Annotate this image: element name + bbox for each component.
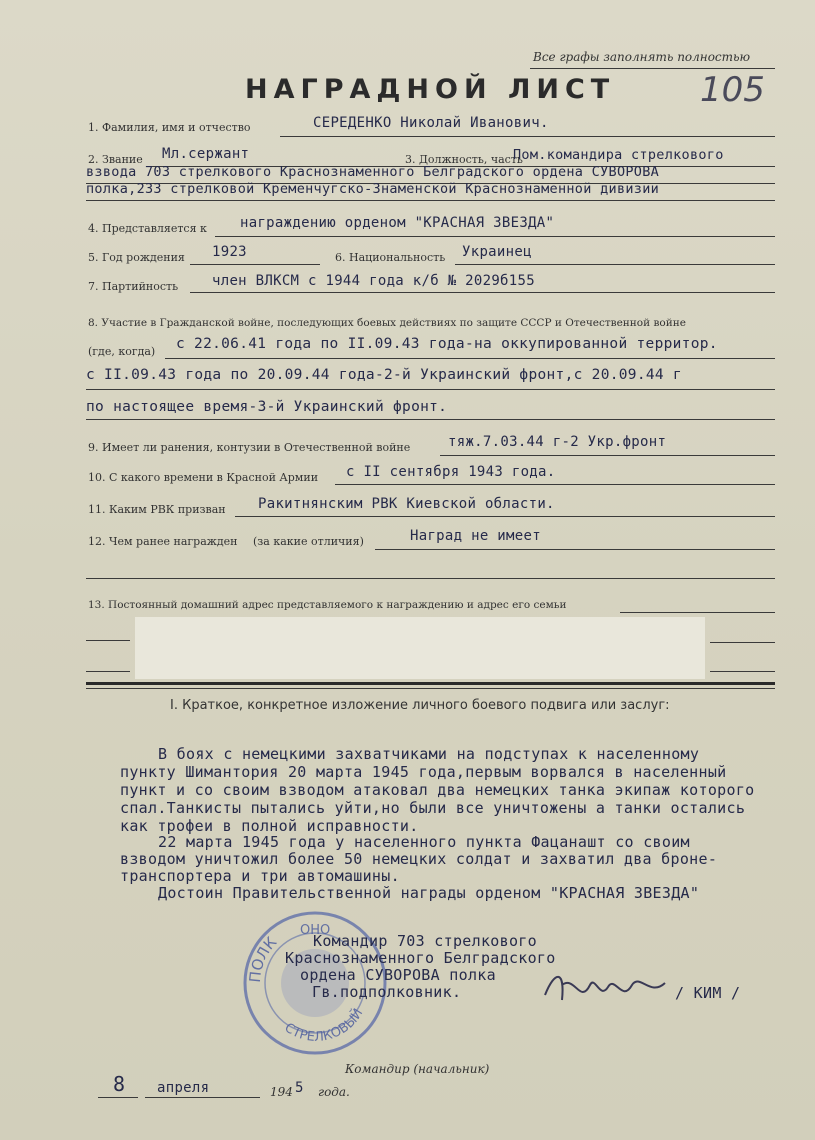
field-5-line [190,264,320,265]
stamp-text-right: СТРЕЛКОВЫЙ [281,1006,367,1045]
field-1-label: 1. Фамилия, имя и отчество [88,121,251,134]
body-line: как трофеи в полной исправности. [120,817,419,835]
signature-line-3: ордена СУВОРОВА полка [300,966,496,984]
body-line: взводом уничтожил более 50 немецких солдат и захватил два броне- [120,850,718,868]
field-13-line-5 [710,671,775,672]
field-6-value: Украинец [462,244,532,260]
field-13-line-4 [710,642,775,643]
body-line: пункту Шимантория 20 марта 1945 года,первым ворвался в населенный [120,763,727,781]
stamp-text-top: ПОЛК [245,933,281,984]
field-1-line [280,136,775,137]
field-8-value-1: с 22.06.41 года по II.09.43 года-на оккупированной территор. [176,336,718,352]
body-line: пункт и со своим взводом атаковал два немецких танка экипаж которого [120,781,755,799]
field-10-label: 10. С какого времени в Красной Армии [88,471,319,484]
field-6-line [455,264,775,265]
field-8-value-3: по настоящее время-3-й Украинский фронт. [86,399,448,415]
field-8-label-1: 8. Участие в Гражданской войне, последующих боевых действиях по защите СССР и Отечественной войне [88,317,686,329]
field-2-label: 2. Звание [88,153,143,166]
field-3-value-1: Пом.командира стрелкового [513,147,724,163]
field-8-line-2 [86,389,775,390]
field-9-label: 9. Имеет ли ранения, контузии в Отечественной войне [88,441,411,454]
field-11-value: Ракитнянским РВК Киевской области. [258,496,555,512]
field-8-line-1 [165,358,775,359]
signature-line-4: Гв.подполковник. [312,983,462,1001]
field-5-value: 1923 [212,244,247,260]
page-title: НАГРАДНОЙ ЛИСТ [245,74,616,105]
body-line: транспортера и три автомашины. [120,867,400,885]
field-8-label-2: (где, когда) [88,345,156,358]
date-year-suffix: 5 [295,1080,304,1096]
field-3-label: 3. Должность, часть [405,153,523,166]
redacted-address [135,617,705,679]
fill-note: Все графы заполнять полностью [533,50,751,64]
field-11-label: 11. Каким РВК призван [88,503,226,516]
field-8-value-2: с II.09.43 года по 20.09.44 года-2-й Украинский фронт,с 20.09.44 г [86,367,682,383]
field-8-line-3 [86,419,775,420]
field-11-line [235,516,775,517]
field-1-value: СЕРЕДЕНКО Николай Иванович. [313,115,549,131]
field-12-line [375,549,775,550]
field-3-value-3: полка,233 стрелковой Кременчугско-Знаменской Краснознаменной дивизии [86,181,660,197]
field-9-line [440,455,775,456]
field-7-label: 7. Партийность [88,280,179,293]
field-4-value: награждению орденом "КРАСНАЯ ЗВЕЗДА" [240,215,555,231]
date-day-line [98,1097,138,1098]
stamp-text-num: ОНО [300,923,331,938]
field-13-line-2 [86,640,130,641]
section-divider [86,682,775,685]
signature-line-2: Краснознаменного Белградского [285,949,556,967]
field-12-label-paren: (за какие отличия) [253,535,364,548]
field-13-line-3 [86,671,130,672]
date-year-word: года. [318,1085,350,1099]
field-13-line-1 [620,612,775,613]
field-10-value: с II сентября 1943 года. [346,464,556,480]
signature-name: / КИМ / [675,984,741,1002]
date-month-line [145,1097,260,1098]
body-line: спал.Танкисты пытались уйти,но были все уничтожены а танки остались [120,799,746,817]
svg-text:ПОЛК [246,933,281,983]
field-12-line-2 [86,578,775,579]
field-2-value: Мл.сержант [162,146,250,162]
section-1-heading: I. Краткое, конкретное изложение личного боевого подвига или заслуг: [170,698,670,713]
fill-note-underline [530,68,775,69]
field-4-label: 4. Представляется к [88,222,207,235]
date-month: апреля [157,1080,210,1096]
field-6-label: 6. Национальность [335,251,446,264]
field-5-label: 5. Год рождения [88,251,185,264]
handwritten-signature [540,965,675,1010]
body-line: Достоин Правительственной награды орденом "КРАСНАЯ ЗВЕЗДА" [158,884,700,902]
signature-line-1: Командир 703 стрелкового [313,932,537,950]
commander-caption: Командир (начальник) [345,1062,490,1076]
handwritten-number: 105 [700,70,765,110]
field-9-value: тяж.7.03.44 г-2 Укр.фронт [448,434,667,450]
body-line: 22 марта 1945 года у населенного пункта Фацанашт со своим [158,833,690,851]
field-7-value: член ВЛКСМ с 1944 года к/б № 2029б155 [212,273,535,289]
field-4-line [215,236,775,237]
date-year-prefix: 194 [270,1085,293,1099]
field-7-line [190,292,775,293]
body-line: В боях с немецкими захватчиками на подступах к населенному [158,745,700,763]
field-10-line [335,484,775,485]
field-12-value: Наград не имеет [410,528,541,544]
field-13-label: 13. Постоянный домашний адрес представляемого к награждению и адрес его семьи [88,599,567,611]
section-divider-thin [86,688,775,689]
field-3-value-2: взвода 703 стрелкового Краснознаменного Белградского ордена СУВОРОВА [86,164,660,180]
field-12-label: 12. Чем ранее награжден [88,535,238,548]
date-day: 8 [113,1072,126,1096]
field-3-line-3 [86,200,775,201]
